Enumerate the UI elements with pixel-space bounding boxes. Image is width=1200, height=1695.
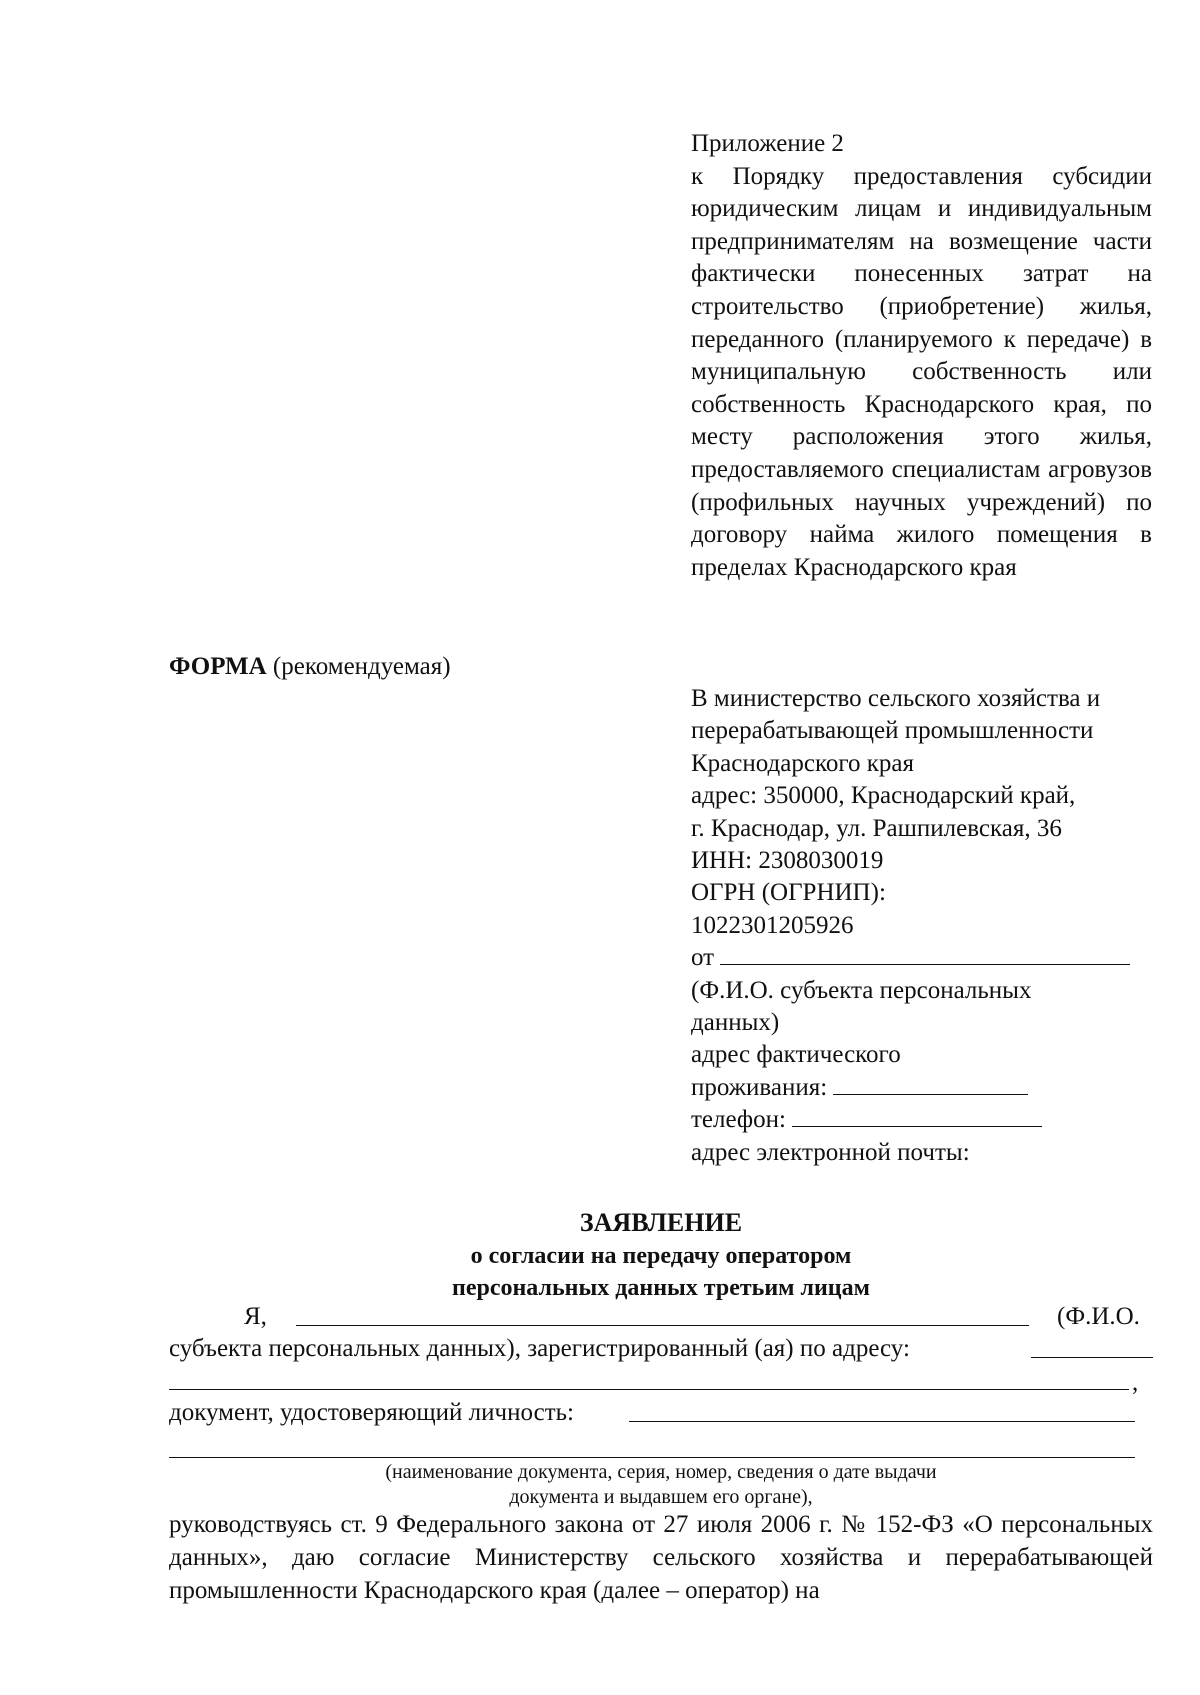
identity-document-label: документ, удостоверяющий личность:	[169, 1399, 574, 1426]
document-caption-1: (наименование документа, серия, номер, сведения о дате выдачи	[385, 1461, 937, 1483]
from-row	[691, 942, 1161, 974]
addressee-address-2: г. Краснодар, ул. Рашпилевская, 36	[691, 814, 1062, 842]
address-field[interactable]	[833, 1072, 1028, 1095]
statement-row-address-cont	[169, 1365, 1153, 1397]
registered-address-label: субъекта персональных данных), зарегистрированный (ая) по адресу:	[169, 1335, 910, 1362]
addressee-address-1: адрес: 350000, Краснодарский край,	[691, 782, 1076, 810]
registered-address-field-2[interactable]	[169, 1389, 1129, 1390]
statement-fields	[169, 1301, 1153, 1461]
address-comma: ,	[1132, 1369, 1139, 1396]
form-label-note: (рекомендуемая)	[266, 653, 451, 680]
phone-field[interactable]	[792, 1104, 1042, 1127]
statement-fio-field[interactable]	[296, 1325, 1029, 1326]
addressee-line-2: перерабатывающей промышленности	[691, 717, 1094, 745]
address-row	[691, 1072, 1161, 1104]
statement-heading	[169, 1206, 1153, 1304]
addressee-line-3: Краснодарского края	[691, 749, 914, 777]
from-label: от	[691, 944, 715, 972]
statement-row-address	[169, 1333, 1153, 1365]
statement-row-document	[169, 1397, 1153, 1429]
addressee-inn: ИНН: 2308030019	[691, 847, 884, 875]
appendix-title: Приложение 2	[691, 130, 844, 157]
email-label: адрес электронной почты:	[691, 1138, 970, 1166]
statement-row-document-cont	[169, 1429, 1153, 1461]
identity-document-field[interactable]	[629, 1421, 1135, 1422]
form-label	[169, 651, 451, 683]
addressee-ogrn-label: ОГРН (ОГРНИП):	[691, 879, 886, 907]
document-caption	[169, 1460, 1153, 1510]
fio-caption-1: (Ф.И.О. субъекта персональных	[691, 976, 1032, 1004]
address-label-2: проживания:	[691, 1073, 828, 1101]
statement-subtitle-1: о согласии на передачу оператором	[470, 1243, 852, 1269]
appendix-text: к Порядку предоставления субсидии юридическим лицам и индивидуальным предпринимателям на возмещение части фактически понесенных затрат на строительство (приобретение) жилья, переданного (планируемого к передаче) в муниципальную собственность или собственность Краснодарского края, по месту расположения этого жилья, предоставляемого специалистам агровузов (профильных научных учреждений) по договору найма жилого помещения в пределах Краснодарского края	[691, 162, 1152, 581]
identity-document-field-2[interactable]	[169, 1457, 1135, 1458]
statement-title: ЗАЯВЛЕНИЕ	[579, 1208, 743, 1237]
document-caption-2: документа и выдавшем его органе),	[509, 1486, 813, 1508]
consent-paragraph: руководствуясь ст. 9 Федерального закона от 27 июля 2006 г. № 152-ФЗ «О персональных данных», даю согласие Министерству сельского хозяйства и перерабатывающей промышленности Краснодарского края (далее – оператор) на	[169, 1511, 1153, 1604]
statement-row-fio	[169, 1301, 1153, 1333]
appendix-block	[691, 128, 1152, 584]
addressee-line-1: В министерство сельского хозяйства и	[691, 685, 1101, 712]
i-label: Я,	[244, 1303, 267, 1330]
form-label-bold: ФОРМА	[169, 653, 267, 680]
phone-label: телефон:	[691, 1106, 786, 1134]
addressee-ogrn-value: 1022301205926	[691, 911, 854, 939]
phone-row	[691, 1104, 1161, 1136]
statement-subtitle-2: персональных данных третьим лицам	[452, 1275, 870, 1301]
fio-suffix: (Ф.И.О.	[1057, 1303, 1140, 1330]
fio-caption-2: данных)	[691, 1009, 780, 1037]
address-label-1: адрес фактического	[691, 1041, 901, 1069]
addressee-block	[691, 683, 1161, 1169]
from-fio-field[interactable]	[720, 942, 1130, 965]
registered-address-field[interactable]	[1031, 1357, 1153, 1358]
